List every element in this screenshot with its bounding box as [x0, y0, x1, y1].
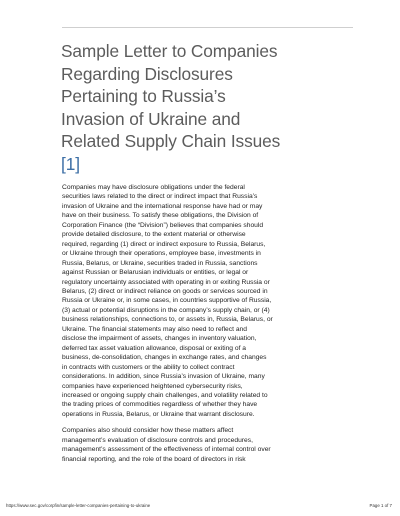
document-title	[61, 40, 361, 176]
paragraph: Companies also should consider how these matters affect management’s evaluation of disclosure controls and procedures, management’s assessment of the effectiveness of internal control over financial reporting, and the role of the board of directors in risk	[62, 427, 271, 463]
page-number: Page 1 of 7	[369, 503, 392, 508]
header-rule	[62, 27, 353, 28]
paragraph: Companies may have disclosure obligations under the federal securities laws related to the direct or indirect impact that Russia’s invasion of Ukraine and the international response have had or may have on their business. To satisfy these obligations, the Division of Corporation Finance (the “Division”) believes that companies should provide detailed disclosure, to the extent material or otherwise required, regarding (1) direct or indirect exposure to Russia, Belarus, or Ukraine through their operations, employee base, investments in Russia, Belarus, or Ukraine, securities traded in Russia, sanctions against Russian or Belarusian individuals or entities, or legal or regulatory uncertainty associated with operating in or exiting Russia or Belarus, (2) direct or indirect reliance on goods or services sourced in Russia or Ukraine or, in some cases, in countries supportive of Russia, (3) actual or potential disruptions in the company’s supply chain, or (4) business relationships, connections to, or assets in, Russia, Belarus, or Ukraine. The financial statements may also need to reflect and disclose the impairment of assets, changes in inventory valuation, deferred tax asset valuation allowance, disposal or exiting of a business, de-consolidation, changes in exchange rates, and changes in contracts with customers or the ability to collect contract considerations. In addition, since Russia’s invasion of Ukraine, many companies have experienced heightened cybersecurity risks, increased or ongoing supply chain challenges, and volatility related to the trading prices of commodities regardless of whether they have operations in Russia, Belarus, or Ukraine that warrant disclosure.	[62, 184, 273, 418]
document-body	[62, 183, 358, 471]
footnote-link[interactable]: [1]	[61, 153, 80, 174]
footer-url: https://www.sec.gov/corpfin/sample-letter-companies-pertaining-to-ukraine	[6, 503, 151, 508]
title-text: Sample Letter to Companies Regarding Disclosures Pertaining to Russia’s Invasion of Ukraine and Related Supply Chain Issues	[61, 41, 281, 152]
